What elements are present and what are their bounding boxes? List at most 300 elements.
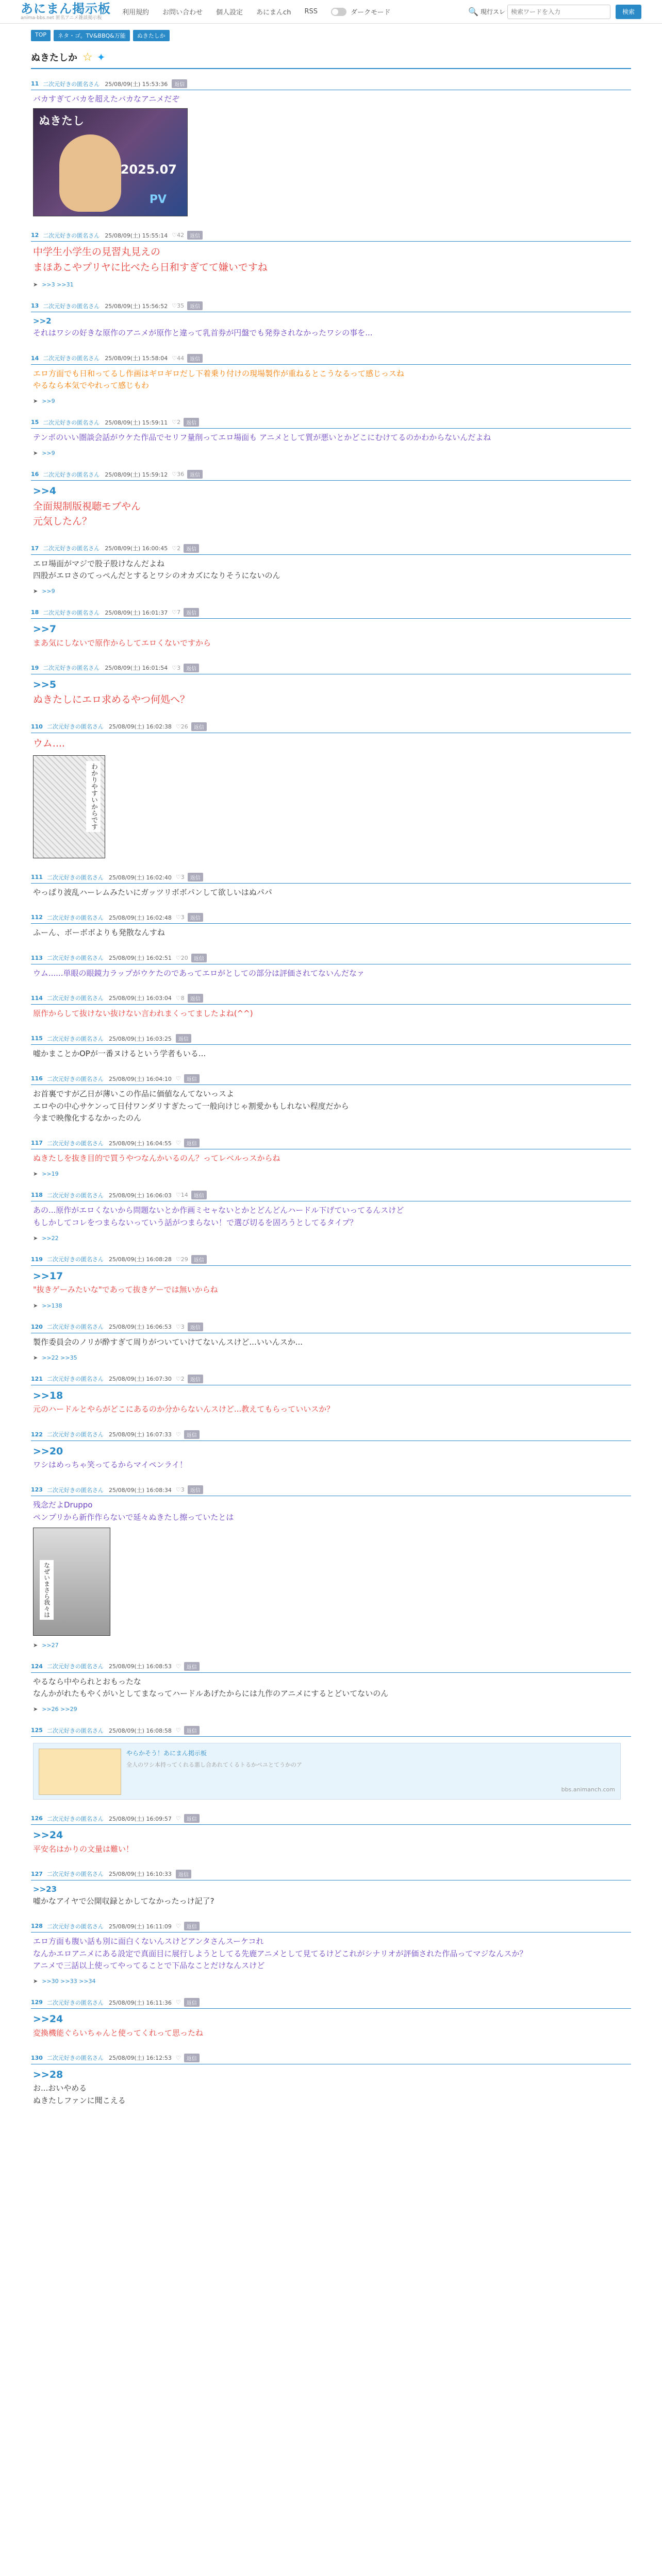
post-text-line: 元気したん？ <box>33 516 92 528</box>
reply-anchors[interactable]: >>27 <box>42 1641 59 1649</box>
post-number[interactable]: 115 <box>31 1035 43 1042</box>
reply-button[interactable]: 返信 <box>191 722 207 731</box>
post <box>31 712 631 862</box>
breadcrumb <box>0 24 662 41</box>
post-text-line: やっぱり波乱ハーレムみたいにガッツリボボパンして欲しいはぬパパ <box>33 888 272 897</box>
nav-settings[interactable]: 個人設定 <box>216 9 243 16</box>
post-number[interactable]: 129 <box>31 1999 43 2006</box>
post-body <box>31 1005 631 1024</box>
favorite-star-icon[interactable]: ☆ <box>82 50 93 64</box>
poster-name: 二次元好きの匿名さん <box>46 1871 104 1878</box>
share-icon[interactable]: ➤ <box>33 1978 38 1985</box>
post-replies <box>31 1233 631 1245</box>
post <box>31 1859 631 1912</box>
reply-button[interactable]: 返信 <box>187 231 203 240</box>
post-body <box>31 1933 631 1976</box>
post-text-line[interactable]: >>24 <box>33 2013 63 2025</box>
post-body <box>31 2009 631 2043</box>
post <box>31 1652 631 1716</box>
nav-terms[interactable]: 利用規約 <box>122 9 150 16</box>
post-header <box>31 1662 631 1673</box>
share-icon[interactable]: ➤ <box>33 450 38 457</box>
like-count[interactable]: ♡ <box>175 1815 181 1822</box>
thread-title-row <box>31 50 631 69</box>
post-text-line: なんかエロアニメにある設定で真面目に展行しようとしてる先鹿アニメとして見てるけどこれがシナリオが評価された作品ってマジなんスか？ <box>33 1948 527 1958</box>
reply-button[interactable]: 返信 <box>184 1814 200 1823</box>
post-text-line: エロ方面も腹い話も別に面白くないんスけどアンタさんスーケコれ <box>33 1937 264 1946</box>
post <box>31 1128 631 1180</box>
post-number[interactable]: 124 <box>31 1663 43 1670</box>
poster-name: 二次元好きの匿名さん <box>46 1815 104 1822</box>
post-text-line: ぬきたしにエロ求めるやつ何処へ？ <box>33 694 190 706</box>
toggle-switch-icon[interactable] <box>331 8 346 16</box>
post <box>31 1364 631 1420</box>
post-header <box>31 1139 631 1149</box>
post-text-line: 残念だよDruppo <box>33 1500 93 1510</box>
post-text-line: 平安名はかりの文量は難い！ <box>33 1844 134 1854</box>
post-text-line: アニメで三話以上使ってやってることで下品なことだけなんスけど <box>33 1960 265 1970</box>
reply-button[interactable]: 返信 <box>187 354 203 363</box>
post-body <box>31 1333 631 1352</box>
post-header <box>31 1726 631 1737</box>
post <box>31 1716 631 1804</box>
like-count[interactable]: ♡2 <box>175 1375 185 1382</box>
post-date: 25/08/09(土) 16:07:30 <box>108 1376 172 1383</box>
reply-button[interactable]: 返信 <box>184 1998 200 2007</box>
search-icon: 🔍 <box>468 7 478 16</box>
post-body <box>31 1085 631 1128</box>
reply-anchors[interactable]: >>9 <box>42 588 55 595</box>
post-date: 25/08/09(土) 16:01:37 <box>105 609 168 616</box>
breadcrumb-top[interactable]: TOP <box>31 30 51 41</box>
post-body <box>31 1673 631 1704</box>
poster-name: 二次元好きの匿名さん <box>46 1999 104 2006</box>
reply-anchors[interactable]: >>3 >>31 <box>42 281 74 289</box>
share-icon[interactable]: ➤ <box>33 1354 38 1361</box>
post-replies <box>31 396 631 408</box>
poster-name: 二次元好きの匿名さん <box>43 302 100 310</box>
post-number[interactable]: 128 <box>31 1923 43 1930</box>
page-title: ぬきたしか <box>31 53 77 63</box>
reply-anchors[interactable]: >>9 <box>42 450 55 457</box>
post-date: 25/08/09(土) 16:04:10 <box>108 1075 172 1082</box>
post <box>31 221 631 291</box>
site-logo-text: あにまん掲示板 <box>21 2 111 16</box>
post-text-line: なんかがれたもやくがいとしてまなってハードルあげたからには九作のアニメにするとどいてないのん <box>33 1689 389 1698</box>
post <box>31 69 631 221</box>
reply-anchors[interactable]: >>26 >>29 <box>42 1706 77 1713</box>
post-header <box>31 1191 631 1201</box>
post <box>31 291 631 344</box>
post-number[interactable]: 118 <box>31 1192 43 1199</box>
like-count[interactable]: ♡26 <box>175 723 188 730</box>
reply-anchors[interactable]: >>138 <box>42 1302 62 1309</box>
like-count[interactable]: ♡44 <box>172 354 185 362</box>
reply-anchors[interactable]: >>9 <box>42 398 55 405</box>
post-body <box>31 429 631 448</box>
reply-button[interactable]: 返信 <box>188 873 203 882</box>
share-icon[interactable]: ➤ <box>33 281 38 289</box>
reply-button[interactable]: 返信 <box>188 1485 203 1494</box>
post-text-line: ワシはめっちゃ笑ってるからマイペンライ！ <box>33 1460 188 1469</box>
like-count[interactable]: ♡42 <box>172 232 185 239</box>
thread-posts <box>31 69 631 2111</box>
post-header <box>31 913 631 924</box>
image-caption: PV <box>149 193 167 207</box>
post-text-line: ふーん、ボーボボよりも発散なんすね <box>33 928 165 938</box>
post-text-line[interactable]: >>23 <box>33 1884 57 1894</box>
post-body <box>31 733 631 862</box>
poster-name: 二次元好きの匿名さん <box>46 2055 104 2062</box>
post-body <box>31 1201 631 1233</box>
post-text-line: 全面規制版視聴モブやん <box>33 500 141 512</box>
post-header <box>31 1430 631 1441</box>
like-count[interactable]: ♡14 <box>175 1192 188 1199</box>
post-text-line: やるなら本気でやれって感じもわ <box>33 380 150 390</box>
reply-button[interactable]: 返信 <box>188 1323 203 1331</box>
post <box>31 1064 631 1128</box>
post <box>31 1988 631 2043</box>
twitter-share-icon[interactable]: ✦ <box>96 51 106 63</box>
reply-anchors[interactable]: >>30 >>33 >>34 <box>42 1978 96 1985</box>
post-text-line[interactable]: >>24 <box>33 1829 63 1841</box>
post-text-line: ぬきたしを抜き目的で買うやつなんかいるのん？ってレベルっスからね <box>33 1154 280 1163</box>
reply-button[interactable]: 返信 <box>188 1375 203 1383</box>
post-number[interactable]: 12 <box>31 232 39 239</box>
post-text-line[interactable]: >>20 <box>33 1445 63 1457</box>
like-count[interactable]: ♡3 <box>175 1486 185 1494</box>
post-replies <box>31 1352 631 1364</box>
post-text-line[interactable]: >>7 <box>33 623 57 635</box>
like-count[interactable]: ♡ <box>175 1663 181 1670</box>
poster-name: 二次元好きの匿名さん <box>46 1431 104 1438</box>
like-count[interactable]: ♡ <box>175 1923 181 1930</box>
like-count[interactable]: ♡7 <box>172 609 181 616</box>
like-count[interactable]: ♡3 <box>175 914 185 921</box>
reply-button[interactable]: 返信 <box>184 1662 200 1671</box>
post-header <box>31 1034 631 1045</box>
post-date: 25/08/09(土) 16:09:57 <box>108 1815 172 1822</box>
nav-animanch[interactable]: あにまんch <box>256 9 291 16</box>
post-text-line[interactable]: >>4 <box>33 485 57 497</box>
post-header <box>31 1998 631 2009</box>
reply-button[interactable]: 返信 <box>187 301 203 310</box>
reply-button[interactable]: 返信 <box>176 1870 191 1878</box>
site-logo[interactable] <box>21 3 111 21</box>
post-replies <box>31 1168 631 1180</box>
poster-name: 二次元好きの匿名さん <box>46 955 104 962</box>
post-text-line: 今まで映像化するなかったのん <box>33 1113 142 1123</box>
share-icon[interactable]: ➤ <box>33 588 38 595</box>
post-text-line[interactable]: >>28 <box>33 2069 63 2080</box>
reply-button[interactable]: 返信 <box>184 2054 200 2062</box>
post-date: 25/08/09(土) 16:08:58 <box>108 1727 172 1734</box>
post <box>31 1420 631 1476</box>
post-text-line: ウム......単眼の眼鏡力ラップがウケたのであってエロがとしての部分は評価されてないんだなァ <box>33 968 365 978</box>
post-header <box>31 1485 631 1496</box>
link-card-title: やらかそう！あにまん掲示板 <box>126 1750 207 1757</box>
reply-button[interactable]: 返信 <box>172 79 187 88</box>
post <box>31 408 631 460</box>
post <box>31 862 631 903</box>
post <box>31 1180 631 1245</box>
reply-anchors[interactable]: >>22 <box>42 1234 59 1242</box>
site-logo-subtitle: anima-bbs.net 匿名アニメ雑談掲示板 <box>21 15 102 21</box>
post-body <box>31 481 631 533</box>
post-number[interactable]: 14 <box>31 354 39 362</box>
post-text-line: ウム.... <box>33 737 65 749</box>
post-number[interactable]: 18 <box>31 609 39 616</box>
reply-button[interactable]: 返信 <box>188 994 203 1003</box>
like-count[interactable]: ♡ <box>175 1075 181 1082</box>
post <box>31 460 631 533</box>
like-count[interactable]: ♡36 <box>172 471 185 478</box>
link-card-text <box>126 1749 302 1794</box>
nav-contact[interactable]: お問い合わせ <box>162 9 203 16</box>
post-header <box>31 1255 631 1266</box>
poster-name: 二次元好きの匿名さん <box>46 723 104 731</box>
reply-button[interactable]: 返信 <box>184 1139 200 1147</box>
post-header <box>31 1922 631 1933</box>
post-number[interactable]: 130 <box>31 2054 43 2061</box>
like-count[interactable]: ♡2 <box>172 419 181 426</box>
post-date: 25/08/09(土) 16:11:09 <box>108 1923 172 1930</box>
post-header <box>31 994 631 1005</box>
post-date: 25/08/09(土) 16:02:51 <box>108 955 172 962</box>
post-text-line[interactable]: >>17 <box>33 1270 63 1282</box>
post <box>31 943 631 984</box>
post-number[interactable]: 127 <box>31 1870 43 1877</box>
post-number[interactable]: 112 <box>31 914 43 921</box>
post-text-line[interactable]: >>5 <box>33 679 57 690</box>
post-date: 25/08/09(土) 16:06:03 <box>108 1192 172 1199</box>
post-text-line: それはワシの好きな原作のアニメが原作と違って乳首券が円盤でも発券されなかったワシの事を... <box>33 328 373 338</box>
post-text-line: ぬきたしファンに聞こえる <box>33 2095 126 2105</box>
like-count[interactable]: ♡3 <box>175 874 185 881</box>
post-number[interactable]: 120 <box>31 1323 43 1330</box>
post-replies <box>31 586 631 598</box>
reply-button[interactable]: 返信 <box>191 1255 207 1264</box>
post-body <box>31 924 631 943</box>
post-date: 25/08/09(土) 16:00:45 <box>105 545 168 552</box>
like-count[interactable]: ♡35 <box>172 302 185 310</box>
post-date: 25/08/09(土) 15:56:52 <box>105 302 168 310</box>
poster-name: 二次元好きの匿名さん <box>46 1727 104 1734</box>
reply-button[interactable]: 返信 <box>184 1074 200 1083</box>
poster-name: 二次元好きの匿名さん <box>46 1256 104 1263</box>
poster-name: 二次元好きの匿名さん <box>43 471 100 478</box>
post-text-line[interactable]: >>2 <box>33 316 52 326</box>
poster-name: 二次元好きの匿名さん <box>46 995 104 1002</box>
breadcrumb-category[interactable]: ネタ・ゴ。TV&BBQ&万能 <box>54 30 130 41</box>
poster-name: 二次元好きの匿名さん <box>43 232 100 239</box>
reply-button[interactable]: 返信 <box>184 418 199 427</box>
post-header <box>31 544 631 555</box>
post-number[interactable]: 13 <box>31 302 39 310</box>
poster-name: 二次元好きの匿名さん <box>46 914 104 921</box>
like-count[interactable]: ♡20 <box>175 954 188 961</box>
poster-name: 二次元好きの匿名さん <box>46 1486 104 1494</box>
post-number[interactable]: 111 <box>31 874 43 881</box>
reply-anchors[interactable]: >>19 <box>42 1171 59 1178</box>
like-count[interactable]: ♡ <box>175 1140 181 1147</box>
breadcrumb-thread[interactable]: ぬきたしか <box>133 30 170 41</box>
like-count[interactable]: ♡8 <box>175 994 185 1002</box>
like-count[interactable]: ♡ <box>175 2054 181 2061</box>
post-text-line: お首裏ですが乙日が薄いこの作品に価値なんてないっスよ <box>33 1089 235 1099</box>
post-body <box>31 90 631 221</box>
reply-button[interactable]: 返信 <box>184 608 199 617</box>
like-count[interactable]: ♡ <box>175 1999 181 2006</box>
post-header <box>31 873 631 884</box>
post-header <box>31 354 631 365</box>
post-image[interactable] <box>33 755 105 858</box>
post-number[interactable]: 126 <box>31 1815 43 1822</box>
reply-button[interactable]: 返信 <box>184 664 199 672</box>
search-input[interactable] <box>507 5 610 19</box>
post-date: 25/08/09(土) 16:10:33 <box>108 1871 172 1878</box>
post-header <box>31 1375 631 1385</box>
post-number[interactable]: 19 <box>31 664 39 671</box>
post-number[interactable]: 116 <box>31 1075 43 1082</box>
post-replies <box>31 448 631 460</box>
post-number[interactable]: 121 <box>31 1375 43 1382</box>
share-icon[interactable]: ➤ <box>33 1171 38 1178</box>
post-text-line: 製作委員会のノリが酔すぎて周りがついていけてないんスけど...いいんスか... <box>33 1337 303 1347</box>
share-icon[interactable]: ➤ <box>33 398 38 405</box>
reply-button[interactable]: 返信 <box>191 954 207 962</box>
share-icon[interactable]: ➤ <box>33 1234 38 1242</box>
post-number[interactable]: 114 <box>31 994 43 1002</box>
poster-name: 二次元好きの匿名さん <box>46 1075 104 1082</box>
post-date: 25/08/09(土) 16:08:34 <box>108 1486 172 1494</box>
post-number[interactable]: 110 <box>31 723 43 730</box>
post-body <box>31 619 631 653</box>
post-replies <box>31 279 631 291</box>
poster-name: 二次元好きの匿名さん <box>46 1923 104 1930</box>
post <box>31 1024 631 1064</box>
search-button[interactable]: 検索 <box>616 5 641 19</box>
post-text-line: テンポのいい圏談会話がウケた作品でセリフ量削ってエロ場面も アニメとして質が悪いとかどこにむけてるのかわからないんだよね <box>33 433 491 443</box>
reply-button[interactable]: 返信 <box>176 1034 191 1043</box>
nav-rss[interactable]: RSS <box>304 8 318 15</box>
post-header <box>31 418 631 429</box>
post-image[interactable] <box>33 1528 110 1636</box>
post-text-line: まあ気にしないで原作からしてエロくないですから <box>33 638 211 648</box>
reply-anchors[interactable]: >>22 >>35 <box>42 1354 77 1361</box>
post-number[interactable]: 123 <box>31 1486 43 1494</box>
like-count[interactable]: ♡3 <box>172 664 181 671</box>
post-image[interactable] <box>33 108 188 216</box>
character-art <box>59 134 121 212</box>
post-text-line: やるなら中やられとおもったな <box>33 1676 142 1686</box>
post-header <box>31 1323 631 1333</box>
post-body <box>31 1149 631 1168</box>
post-header <box>31 608 631 619</box>
search-scope-select[interactable]: 現行スレ <box>480 8 505 15</box>
post-number[interactable]: 17 <box>31 545 39 552</box>
search-area <box>468 5 641 19</box>
post-date: 25/08/09(土) 16:12:53 <box>108 2055 172 2062</box>
post-number[interactable]: 125 <box>31 1727 43 1734</box>
post-body <box>31 1737 631 1804</box>
post-body <box>31 1045 631 1064</box>
post-header <box>31 2054 631 2064</box>
reply-button[interactable]: 返信 <box>187 470 203 479</box>
post-body <box>31 555 631 586</box>
reply-button[interactable]: 返信 <box>188 913 203 922</box>
post-date: 25/08/09(土) 16:01:54 <box>105 665 168 672</box>
reply-button[interactable]: 返信 <box>184 1430 200 1439</box>
post-text-line: 変換機能ぐらいちゃんと使ってくれって思ったね <box>33 2028 204 2038</box>
post-body <box>31 365 631 396</box>
link-card-description: 全人のワシ本持ってくれる悪し合あれてくるトるかペユとてうかのア <box>126 1761 302 1768</box>
post <box>31 653 631 712</box>
image-caption: ぬきたし <box>39 115 85 128</box>
post-text-line: まほあこやプリヤに比べたら日和すぎてて嫌いですね <box>33 261 268 273</box>
post-text-line: もしかしてコレをつまらないっていう話がつまらない！で選び切るを固ろうとしてるタイプ？ <box>33 1217 358 1227</box>
post-number[interactable]: 15 <box>31 419 39 426</box>
post-number[interactable]: 122 <box>31 1431 43 1438</box>
poster-name: 二次元好きの匿名さん <box>43 665 100 672</box>
post-date: 25/08/09(土) 16:11:36 <box>108 1999 172 2006</box>
link-card[interactable] <box>33 1743 621 1800</box>
post-header <box>31 1814 631 1825</box>
post-number[interactable]: 113 <box>31 954 43 961</box>
post-body <box>31 1441 631 1476</box>
post-number[interactable]: 117 <box>31 1140 43 1147</box>
post-header <box>31 231 631 242</box>
poster-name: 二次元好きの匿名さん <box>43 80 100 88</box>
post-header <box>31 79 631 90</box>
post-date: 25/08/09(土) 16:08:53 <box>108 1663 172 1670</box>
image-caption: なぜいまさら我々は <box>40 1560 54 1620</box>
share-icon[interactable]: ➤ <box>33 1706 38 1713</box>
share-icon[interactable]: ➤ <box>33 1641 38 1649</box>
post <box>31 1911 631 1988</box>
post-text-line[interactable]: >>18 <box>33 1389 63 1401</box>
reply-button[interactable]: 返信 <box>184 1726 200 1735</box>
link-card-url: bbs.animanch.com <box>561 1786 615 1793</box>
share-icon[interactable]: ➤ <box>33 1302 38 1309</box>
post <box>31 1245 631 1312</box>
post-date: 25/08/09(土) 16:03:04 <box>108 995 172 1002</box>
reply-button[interactable]: 返信 <box>184 1922 200 1930</box>
post-number[interactable]: 11 <box>31 80 39 87</box>
poster-name: 二次元好きの匿名さん <box>46 1376 104 1383</box>
post-number[interactable]: 119 <box>31 1256 43 1263</box>
link-card-thumbnail <box>39 1749 121 1795</box>
post-text-line: 嘘かまことかOPが一番ヌけるという学者もいる... <box>33 1049 206 1059</box>
post-body <box>31 1880 631 1912</box>
like-count[interactable]: ♡3 <box>175 1323 185 1330</box>
post-date: 25/08/09(土) 16:02:40 <box>108 874 172 881</box>
post-date: 25/08/09(土) 16:03:25 <box>108 1035 172 1042</box>
reply-button[interactable]: 返信 <box>191 1191 207 1199</box>
post-header <box>31 1074 631 1085</box>
post-date: 25/08/09(土) 15:59:11 <box>105 419 168 426</box>
like-count[interactable]: ♡ <box>175 1431 181 1438</box>
reply-button[interactable]: 返信 <box>184 544 199 553</box>
like-count[interactable]: ♡2 <box>172 545 181 552</box>
post-replies <box>31 1976 631 1988</box>
post-number[interactable]: 16 <box>31 471 39 478</box>
post-text-line: 嘘かなアイヤで公開収録とかしてなかったっけ記了? <box>33 1896 214 1906</box>
like-count[interactable]: ♡29 <box>175 1256 188 1263</box>
dark-mode-toggle[interactable] <box>331 7 390 16</box>
post-text-line: 中学生小学生の見習丸見えの <box>33 246 161 258</box>
like-count[interactable]: ♡ <box>175 1727 181 1734</box>
